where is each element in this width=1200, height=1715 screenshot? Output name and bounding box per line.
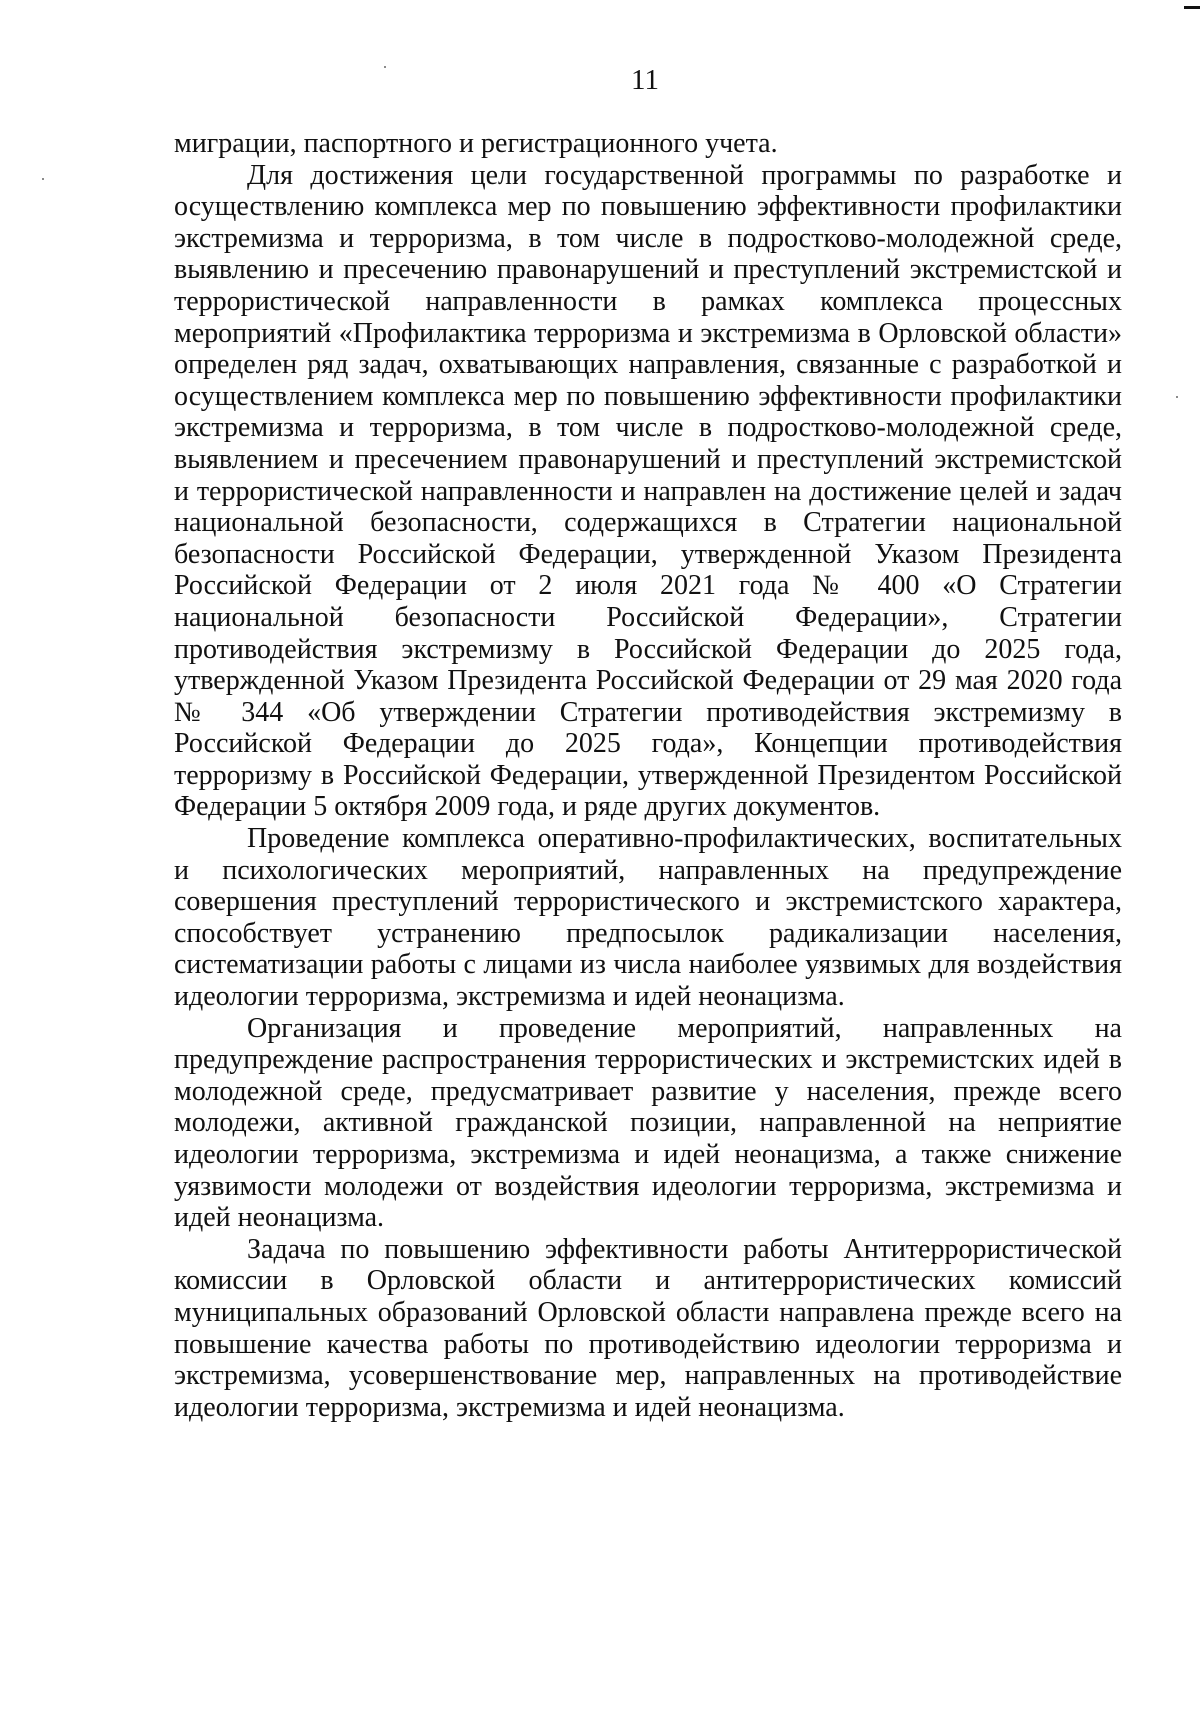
paragraph-program-goals: Для достижения цели государственной программы по разработке и осуществлению комплекса мер по повышению эффективности профилактики экстремизма и терроризма, в том числе в подростково-молодежной среде, выявлению и пресечению правонарушений и преступлений экстремистской и террористической направленности в рамках комплекса процессных мероприятий «Профилактика терроризма и экстремизма в Орловской области» определен ряд задач, охватывающих направления, связанные с разработкой и осуществлением комплекса мер по повышению эффективности профилактики экстремизма и терроризма, в том числе в подростково-молодежной среде, выявлением и пресечением правонарушений и преступлений экстремистской и террористической направленности и направлен на достижение целей и задач национальной безопасности, содержащихся в Стратегии национальной безопасности Российской Федерации, утвержденной Указом Президента Российской Федерации от 2 июля 2021 года № 400 «О Стратегии национальной безопасности Российской Федерации», Стратегии противодействия экстремизму в Российской Федерации до 2025 года, утвержденной Указом Президента Российской Федерации от 29 мая 2020 года № 344 «Об утверждении Стратегии противодействия экстремизму в Российской Федерации до 2025 года», Концепции противодействия терроризму в Российской Федерации, утвержденной Президентом Российской Федерации 5 октября 2009 года, и ряде других документов.	[174, 159, 1122, 823]
paragraph-commission-task: Задача по повышению эффективности работы Антитеррористической комиссии в Орловской области и антитеррористических комиссий муниципальных образований Орловской области направлена прежде всего на повышение качества работы по противодействию идеологии терроризма и экстремизма, усовершенствование мер, направленных на противодействие идеологии терроризма, экстремизма и идей неонацизма.	[174, 1233, 1122, 1423]
paragraph-youth-events: Организация и проведение мероприятий, направленных на предупреждение распространения террористических и экстремистских идей в молодежной среде, предусматривает развитие у населения, прежде всего молодежи, активной гражданской позиции, направленной на неприятие идеологии терроризма, экстремизма и идей неонацизма, а также снижение уязвимости молодежи от воздействия идеологии терроризма, экстремизма и идей неонацизма.	[174, 1012, 1122, 1234]
document-body	[174, 128, 1122, 1423]
paragraph-continuation: миграции, паспортного и регистрационного учета.	[174, 128, 778, 159]
paragraph-preventive-measures: Проведение комплекса оперативно-профилактических, воспитательных и психологических мероприятий, направленных на предупреждение совершения преступлений террористического и экстремистского характера, способствует устранению предпосылок радикализации населения, систематизации работы с лицами из числа наиболее уязвимых для воздействия идеологии терроризма, экстремизма и идей неонацизма.	[174, 823, 1122, 1013]
page-number: 11	[631, 64, 659, 96]
scan-speck	[1176, 396, 1178, 398]
scan-speck	[42, 178, 44, 180]
scan-edge-mark	[1184, 6, 1200, 9]
